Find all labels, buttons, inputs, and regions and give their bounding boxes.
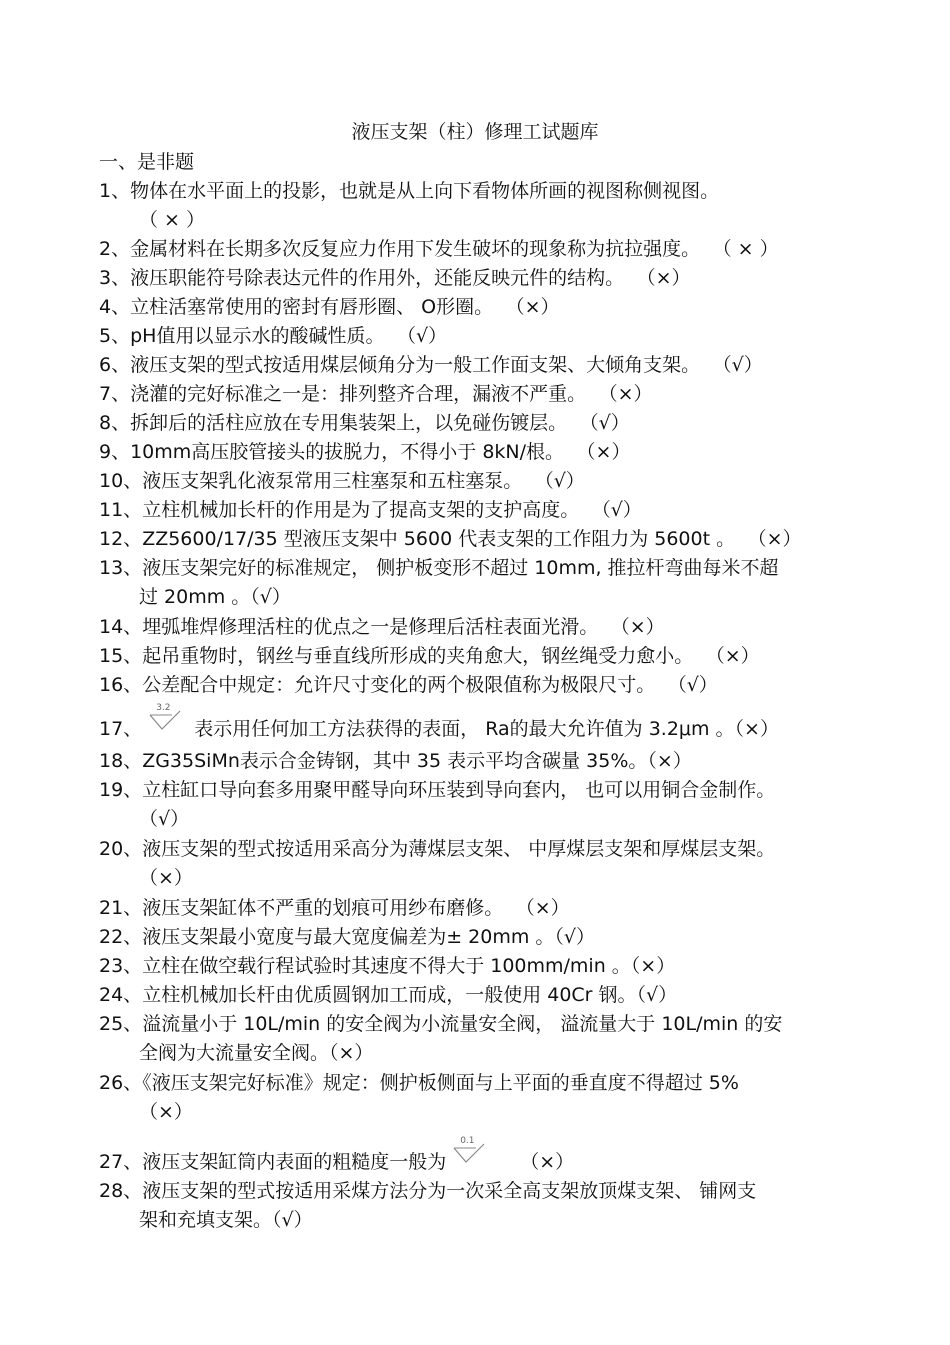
- question-item: [99, 952, 675, 981]
- question-text: 《液压支架完好标准》规定：侧护板侧面与上平面的垂直度不得超过 5%: [142, 1072, 739, 1094]
- answer-mark: （√）: [589, 412, 630, 434]
- question-item: [99, 835, 775, 893]
- answer-mark: （×）: [525, 897, 570, 919]
- answer-mark: （√）: [544, 470, 585, 492]
- question-text: ZZ5600/17/35 型液压支架中 5600 代表支架的工作阻力为 5600t 。: [142, 528, 736, 550]
- question-item: [99, 409, 630, 438]
- question-text: 液压支架的型式按适用采煤方法分为一次采全高支架放顶煤支架、 铺网支: [142, 1180, 757, 1202]
- question-number: 11、: [99, 499, 143, 521]
- question-text: 表示用任何加工方法获得的表面， Ra的最大允许值为 3.2μm 。（×）: [194, 718, 779, 740]
- question-number: 3、: [99, 267, 131, 289]
- question-text: 立柱机械加长杆的作用是为了提高支架的支护高度。: [142, 499, 580, 521]
- question-number: 23、: [99, 955, 143, 977]
- question-text: 液压支架缸筒内表面的粗糙度一般为: [142, 1151, 447, 1173]
- question-item: [99, 322, 447, 351]
- answer-mark: （√）: [601, 499, 642, 521]
- question-continuation: （√）: [139, 808, 190, 830]
- question-continuation: （×）: [139, 1101, 193, 1123]
- question-number: 19、: [99, 779, 143, 801]
- question-number: 17、: [99, 718, 143, 740]
- question-text: 起吊重物时，钢丝与垂直线所形成的夹角愈大，钢丝绳受力愈小。: [142, 645, 694, 667]
- answer-mark: （×）: [515, 296, 560, 318]
- question-text: 埋弧堆焊修理活柱的优点之一是修理后活柱表面光滑。: [142, 616, 599, 638]
- question-number: 21、: [99, 897, 143, 919]
- question-item: [99, 438, 630, 467]
- question-item: [99, 642, 760, 671]
- question-text: 液压支架缸体不严重的划痕可用纱布磨修。: [142, 897, 504, 919]
- question-text: 液压支架的型式按适用采高分为薄煤层支架、 中厚煤层支架和厚煤层支架。: [142, 838, 776, 860]
- answer-mark: （×）: [586, 441, 631, 463]
- question-number: 26、: [99, 1072, 143, 1094]
- question-text: pH值用以显示水的酸碱性质。: [130, 325, 385, 347]
- question-continuation: 全阀为大流量安全阀。（×）: [139, 1042, 374, 1064]
- question-item: [99, 703, 779, 744]
- question-item: [99, 264, 691, 293]
- question-item: [99, 923, 595, 952]
- question-item: [99, 467, 585, 496]
- question-text: 立柱缸口导向套多用聚甲醛导向环压装到导向套内， 也可以用铜合金制作。: [142, 779, 776, 801]
- answer-mark: （×）: [620, 616, 665, 638]
- question-continuation: 过 20mm 。（√）: [139, 586, 291, 608]
- question-number: 7、: [99, 383, 131, 405]
- question-number: 22、: [99, 926, 143, 948]
- answer-mark: （ × ）: [722, 238, 779, 260]
- question-text: 液压支架最小宽度与最大宽度偏差为± 20mm 。（√）: [142, 926, 595, 948]
- question-text: 立柱在做空载行程试验时其速度不得大于 100mm/min 。（×）: [142, 955, 676, 977]
- question-text: 立柱活塞常使用的密封有唇形圈、 O形圈。: [130, 296, 494, 318]
- question-text: 浇灌的完好标准之一是：排列整齐合理，漏液不严重。: [130, 383, 587, 405]
- question-continuation: （×）: [139, 867, 193, 889]
- question-item: [99, 525, 802, 554]
- question-text: 公差配合中规定：允许尺寸变化的两个极限值称为极限尺寸。: [142, 674, 656, 696]
- question-item: [99, 554, 779, 612]
- question-text: 物体在水平面上的投影，也就是从上向下看物体所画的视图称侧视图。: [130, 180, 720, 202]
- answer-mark: （√）: [722, 354, 763, 376]
- question-text: 10mm高压胶管接头的拔脱力，不得小于 8kN/根。: [130, 441, 565, 463]
- question-item: [99, 380, 653, 409]
- question-item: [99, 776, 775, 834]
- roughness-symbol-icon: [452, 1136, 492, 1170]
- question-number: 8、: [99, 412, 131, 434]
- question-number: 14、: [99, 616, 143, 638]
- question-number: 10、: [99, 470, 143, 492]
- question-number: 1、: [99, 180, 131, 202]
- roughness-value: 3.2: [156, 703, 171, 713]
- question-text: 液压支架完好的标准规定， 侧护板变形不超过 10mm, 推拉杆弯曲每米不超: [142, 557, 779, 579]
- answer-mark: （×）: [757, 528, 802, 550]
- question-number: 27、: [99, 1151, 143, 1173]
- question-number: 13、: [99, 557, 143, 579]
- question-text: 拆卸后的活柱应放在专用集装架上，以免碰伤镀层。: [130, 412, 568, 434]
- question-number: 12、: [99, 528, 143, 550]
- question-number: 6、: [99, 354, 131, 376]
- section-heading: 一、是非题: [99, 151, 195, 173]
- question-text: 溢流量小于 10L/min 的安全阀为小流量安全阀， 溢流量大于 10L/min 的安: [142, 1013, 783, 1035]
- question-number: 5、: [99, 325, 131, 347]
- question-item: [99, 293, 560, 322]
- question-number: 18、: [99, 750, 143, 772]
- answer-mark: （×）: [520, 1151, 575, 1173]
- question-text: 液压职能符号除表达元件的作用外，还能反映元件的结构。: [130, 267, 625, 289]
- question-number: 25、: [99, 1013, 143, 1035]
- question-number: 16、: [99, 674, 143, 696]
- question-text: 金属材料在长期多次反复应力作用下发生破坏的现象称为抗拉强度。: [130, 238, 701, 260]
- question-text: 液压支架的型式按适用煤层倾角分为一般工作面支架、大倾角支架。: [130, 354, 701, 376]
- question-number: 24、: [99, 984, 143, 1006]
- answer-mark: （×）: [715, 645, 760, 667]
- question-item: [99, 1136, 575, 1177]
- question-item: [99, 1010, 782, 1068]
- question-item: [99, 351, 763, 380]
- question-number: 20、: [99, 838, 143, 860]
- question-number: 9、: [99, 441, 131, 463]
- answer-mark: （√）: [406, 325, 448, 347]
- question-item: [99, 496, 642, 525]
- question-item: [99, 1177, 756, 1235]
- question-item: [99, 177, 719, 235]
- question-text: 液压支架乳化液泵常用三柱塞泵和五柱塞泵。: [142, 470, 523, 492]
- question-text: ZG35SiMn表示合金铸钢，其中 35 表示平均含碳量 35%。（×）: [142, 750, 692, 772]
- question-item: [99, 981, 677, 1010]
- document-title: 液压支架（柱）修理工试题库: [351, 121, 599, 143]
- question-number: 28、: [99, 1180, 143, 1202]
- question-continuation: （ × ）: [139, 209, 205, 231]
- question-continuation: 架和充填支架。（√）: [139, 1209, 313, 1231]
- roughness-value: 0.1: [460, 1136, 475, 1146]
- question-text: 立柱机械加长杆由优质圆钢加工而成，一般使用 40Cr 钢。（√）: [142, 984, 678, 1006]
- question-item: [99, 671, 718, 700]
- question-number: 4、: [99, 296, 131, 318]
- question-number: 2、: [99, 238, 131, 260]
- question-item: [99, 894, 570, 923]
- question-item: [99, 235, 779, 264]
- question-item: [99, 747, 692, 776]
- answer-mark: （×）: [646, 267, 691, 289]
- answer-mark: （×）: [608, 383, 653, 405]
- answer-mark: （√）: [677, 674, 718, 696]
- question-item: [99, 1069, 739, 1127]
- question-number: 15、: [99, 645, 143, 667]
- question-item: [99, 613, 665, 642]
- roughness-symbol-icon: [148, 703, 188, 737]
